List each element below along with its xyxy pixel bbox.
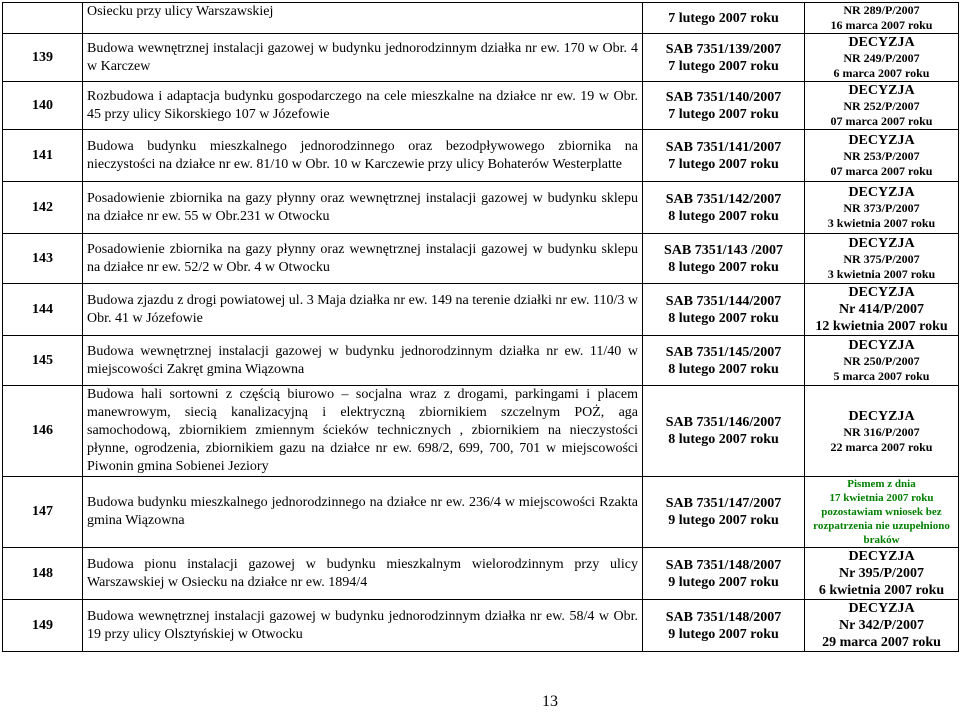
sign-ref: SAB 7351/142/2007 bbox=[665, 191, 782, 207]
sign-cell bbox=[643, 3, 805, 34]
decision-ref: NR 252/P/2007 bbox=[843, 99, 920, 113]
table-row bbox=[3, 386, 959, 477]
sign-ref: SAB 7351/147/2007 bbox=[665, 496, 782, 511]
sign-ref: SAB 7351/144/2007 bbox=[665, 293, 782, 309]
sign-ref: SAB 7351/145/2007 bbox=[665, 344, 782, 360]
note-line: braków bbox=[863, 534, 900, 546]
sign-cell bbox=[643, 477, 805, 548]
decision-ref: Nr 414/P/2007 bbox=[839, 302, 924, 317]
sign-cell bbox=[643, 82, 805, 130]
description-cell: Budowa wewnętrznej instalacji gazowej w budynku jednorodzinnym działka nr ew. 11/40 w miejscowości Zakręt gmina Wiązowna bbox=[83, 336, 643, 386]
table-row bbox=[3, 284, 959, 336]
sign-ref: SAB 7351/143 /2007 bbox=[663, 242, 783, 258]
decision-title: DECYZJA bbox=[848, 35, 915, 50]
sign-ref: SAB 7351/141/2007 bbox=[665, 139, 782, 155]
description-cell: Budowa wewnętrznej instalacji gazowej w budynku jednorodzinnym działka nr ew. 58/4 w Obr. 19 przy ulicy Olsztyńskiej w Otwocku bbox=[83, 600, 643, 652]
sign-cell bbox=[643, 548, 805, 600]
decision-ref: NR 373/P/2007 bbox=[843, 201, 920, 215]
note-line: pozostawiam wniosek bez bbox=[821, 506, 942, 518]
note-line: 17 kwietnia 2007 roku bbox=[829, 492, 934, 504]
decision-date: 5 marca 2007 roku bbox=[833, 369, 930, 383]
sign-date: 9 lutego 2007 roku bbox=[668, 513, 779, 528]
decision-date: 3 kwietnia 2007 roku bbox=[827, 216, 936, 230]
row-number: 147 bbox=[3, 477, 83, 548]
sign-date: 7 lutego 2007 roku bbox=[668, 106, 779, 122]
sign-date: 8 lutego 2007 roku bbox=[668, 361, 779, 377]
sign-cell bbox=[643, 182, 805, 234]
table-row bbox=[3, 34, 959, 82]
description-cell: Budowa budynku mieszkalnego jednorodzinnego oraz bezodpływowego zbiornika na nieczystości na działce nr ew. 81/10 w Obr. 10 w Karczewie przy ulicy Bohaterów Westerplatte bbox=[83, 130, 643, 182]
page-number: 13 bbox=[542, 693, 558, 710]
row-number: 144 bbox=[3, 284, 83, 336]
table-row bbox=[3, 548, 959, 600]
description-cell: Budowa hali sortowni z częścią biurowo – socjalna wraz z drogami, parkingami i placem manewrowym, siecią kanalizacyjną i elektryczną zbiornikiem szczelnym POŻ, aga samochodową, zbiornikiem zmiennym ścieków technicznych , zbiornikiem na nieczystości płynne, ogrodzenia, zbiornikiem gazu na działce nr ew. 698/2, 699, 700, 701 w miejscowości Piwonin gmina Sobienei Jeziory bbox=[83, 386, 643, 477]
decision-title: DECYZJA bbox=[848, 338, 915, 353]
sign-ref: SAB 7351/148/2007 bbox=[665, 557, 782, 573]
decision-cell bbox=[805, 82, 959, 130]
sign-date: 7 lutego 2007 roku bbox=[668, 10, 779, 26]
sign-ref: SAB 7351/146/2007 bbox=[665, 415, 782, 430]
table-row bbox=[3, 234, 959, 284]
row-number: 142 bbox=[3, 182, 83, 234]
description-cell: Budowa zjazdu z drogi powiatowej ul. 3 Maja działka nr ew. 149 na terenie działki nr ew. 110/3 w Obr. 41 w Józefowie bbox=[83, 284, 643, 336]
decision-cell bbox=[805, 34, 959, 82]
sign-date: 9 lutego 2007 roku bbox=[668, 574, 779, 590]
decision-title: DECYZJA bbox=[848, 408, 915, 424]
sign-date: 8 lutego 2007 roku bbox=[668, 432, 779, 447]
sign-cell bbox=[643, 600, 805, 652]
decision-ref: NR 375/P/2007 bbox=[843, 252, 920, 266]
decision-ref: Nr 342/P/2007 bbox=[839, 618, 924, 633]
decision-date: 3 kwietnia 2007 roku bbox=[827, 267, 936, 281]
permit-register-table bbox=[2, 2, 959, 652]
decision-title: DECYZJA bbox=[848, 285, 915, 300]
decision-date: 29 marca 2007 roku bbox=[822, 635, 941, 650]
decision-title: DECYZJA bbox=[848, 83, 915, 98]
row-number: 140 bbox=[3, 82, 83, 130]
decision-cell bbox=[805, 477, 959, 548]
sign-cell bbox=[643, 130, 805, 182]
decision-cell bbox=[805, 3, 959, 34]
decision-date: 07 marca 2007 roku bbox=[830, 114, 933, 128]
table-row bbox=[3, 182, 959, 234]
description-cell: Posadowienie zbiornika na gazy płynny oraz wewnętrznej instalacji gazowej w budynku sklepu na działce nr ew. 52/2 w Obr. 4 w Otwocku bbox=[83, 234, 643, 284]
decision-ref: NR 316/P/2007 bbox=[843, 424, 920, 439]
sign-cell bbox=[643, 284, 805, 336]
row-number: 139 bbox=[3, 34, 83, 82]
decision-date: 22 marca 2007 roku bbox=[830, 439, 933, 454]
decision-title: DECYZJA bbox=[848, 185, 915, 200]
row-number: 141 bbox=[3, 130, 83, 182]
description-cell: Osiecku przy ulicy Warszawskiej bbox=[83, 3, 643, 34]
decision-title: DECYZJA bbox=[848, 236, 915, 251]
decision-cell bbox=[805, 600, 959, 652]
decision-ref: NR 249/P/2007 bbox=[843, 51, 920, 65]
decision-ref: NR 250/P/2007 bbox=[843, 354, 920, 368]
sign-date: 7 lutego 2007 roku bbox=[668, 156, 779, 172]
note-line: rozpatrzenia nie uzupełniono bbox=[813, 520, 950, 532]
table-row-continued bbox=[3, 3, 959, 34]
decision-date: 07 marca 2007 roku bbox=[830, 164, 933, 178]
description-cell: Budowa pionu instalacji gazowej w budynku mieszkalnym wielorodzinnym przy ulicy Warszawskiej w Osiecku na działce nr ew. 1894/4 bbox=[83, 548, 643, 600]
sign-date: 9 lutego 2007 roku bbox=[668, 626, 779, 642]
table-row bbox=[3, 82, 959, 130]
sign-cell bbox=[643, 336, 805, 386]
row-number: 143 bbox=[3, 234, 83, 284]
table-row bbox=[3, 600, 959, 652]
description-cell: Posadowienie zbiornika na gazy płynny oraz wewnętrznej instalacji gazowej w budynku sklepu na działce nr ew. 55 w Obr.231 w Otwocku bbox=[83, 182, 643, 234]
decision-title: DECYZJA bbox=[848, 601, 915, 616]
decision-cell bbox=[805, 386, 959, 477]
sign-date: 7 lutego 2007 roku bbox=[668, 58, 779, 74]
note-line: Pismem z dnia bbox=[847, 478, 916, 490]
decision-cell bbox=[805, 182, 959, 234]
sign-ref: SAB 7351/148/2007 bbox=[665, 609, 782, 625]
description-cell: Budowa wewnętrznej instalacji gazowej w budynku jednorodzinnym działka nr ew. 170 w Obr. 4 w Karczew bbox=[83, 34, 643, 82]
decision-cell bbox=[805, 548, 959, 600]
sign-ref: SAB 7351/140/2007 bbox=[665, 89, 782, 105]
decision-ref: Nr 395/P/2007 bbox=[839, 566, 924, 581]
decision-ref: NR 289/P/2007 bbox=[843, 3, 920, 17]
decision-date: 6 kwietnia 2007 roku bbox=[818, 583, 945, 598]
decision-cell bbox=[805, 130, 959, 182]
sign-cell bbox=[643, 234, 805, 284]
table-row bbox=[3, 477, 959, 548]
sign-cell bbox=[643, 34, 805, 82]
table-row bbox=[3, 336, 959, 386]
decision-cell bbox=[805, 336, 959, 386]
decision-title: DECYZJA bbox=[848, 549, 915, 564]
sign-cell bbox=[643, 386, 805, 477]
row-number-cell bbox=[3, 3, 83, 34]
decision-ref: NR 253/P/2007 bbox=[843, 149, 920, 163]
row-number: 145 bbox=[3, 336, 83, 386]
row-number: 146 bbox=[3, 386, 83, 477]
decision-title: DECYZJA bbox=[848, 133, 915, 148]
description-cell: Rozbudowa i adaptacja budynku gospodarczego na cele mieszkalne na działce nr ew. 19 w Obr. 45 przy ulicy Sikorskiego 107 w Józefowie bbox=[83, 82, 643, 130]
sign-date: 8 lutego 2007 roku bbox=[668, 208, 779, 224]
row-number: 149 bbox=[3, 600, 83, 652]
sign-ref: SAB 7351/139/2007 bbox=[665, 41, 782, 57]
table-row bbox=[3, 130, 959, 182]
decision-cell bbox=[805, 234, 959, 284]
sign-date: 8 lutego 2007 roku bbox=[668, 310, 779, 326]
decision-date: 6 marca 2007 roku bbox=[833, 66, 930, 80]
description-cell: Budowa budynku mieszkalnego jednorodzinnego na działce nr ew. 236/4 w miejscowości Rzakta gmina Wiązowna bbox=[83, 477, 643, 548]
sign-date: 8 lutego 2007 roku bbox=[668, 259, 779, 275]
decision-cell bbox=[805, 284, 959, 336]
decision-date: 16 marca 2007 roku bbox=[830, 18, 933, 32]
decision-date: 12 kwietnia 2007 roku bbox=[815, 319, 948, 334]
row-number: 148 bbox=[3, 548, 83, 600]
